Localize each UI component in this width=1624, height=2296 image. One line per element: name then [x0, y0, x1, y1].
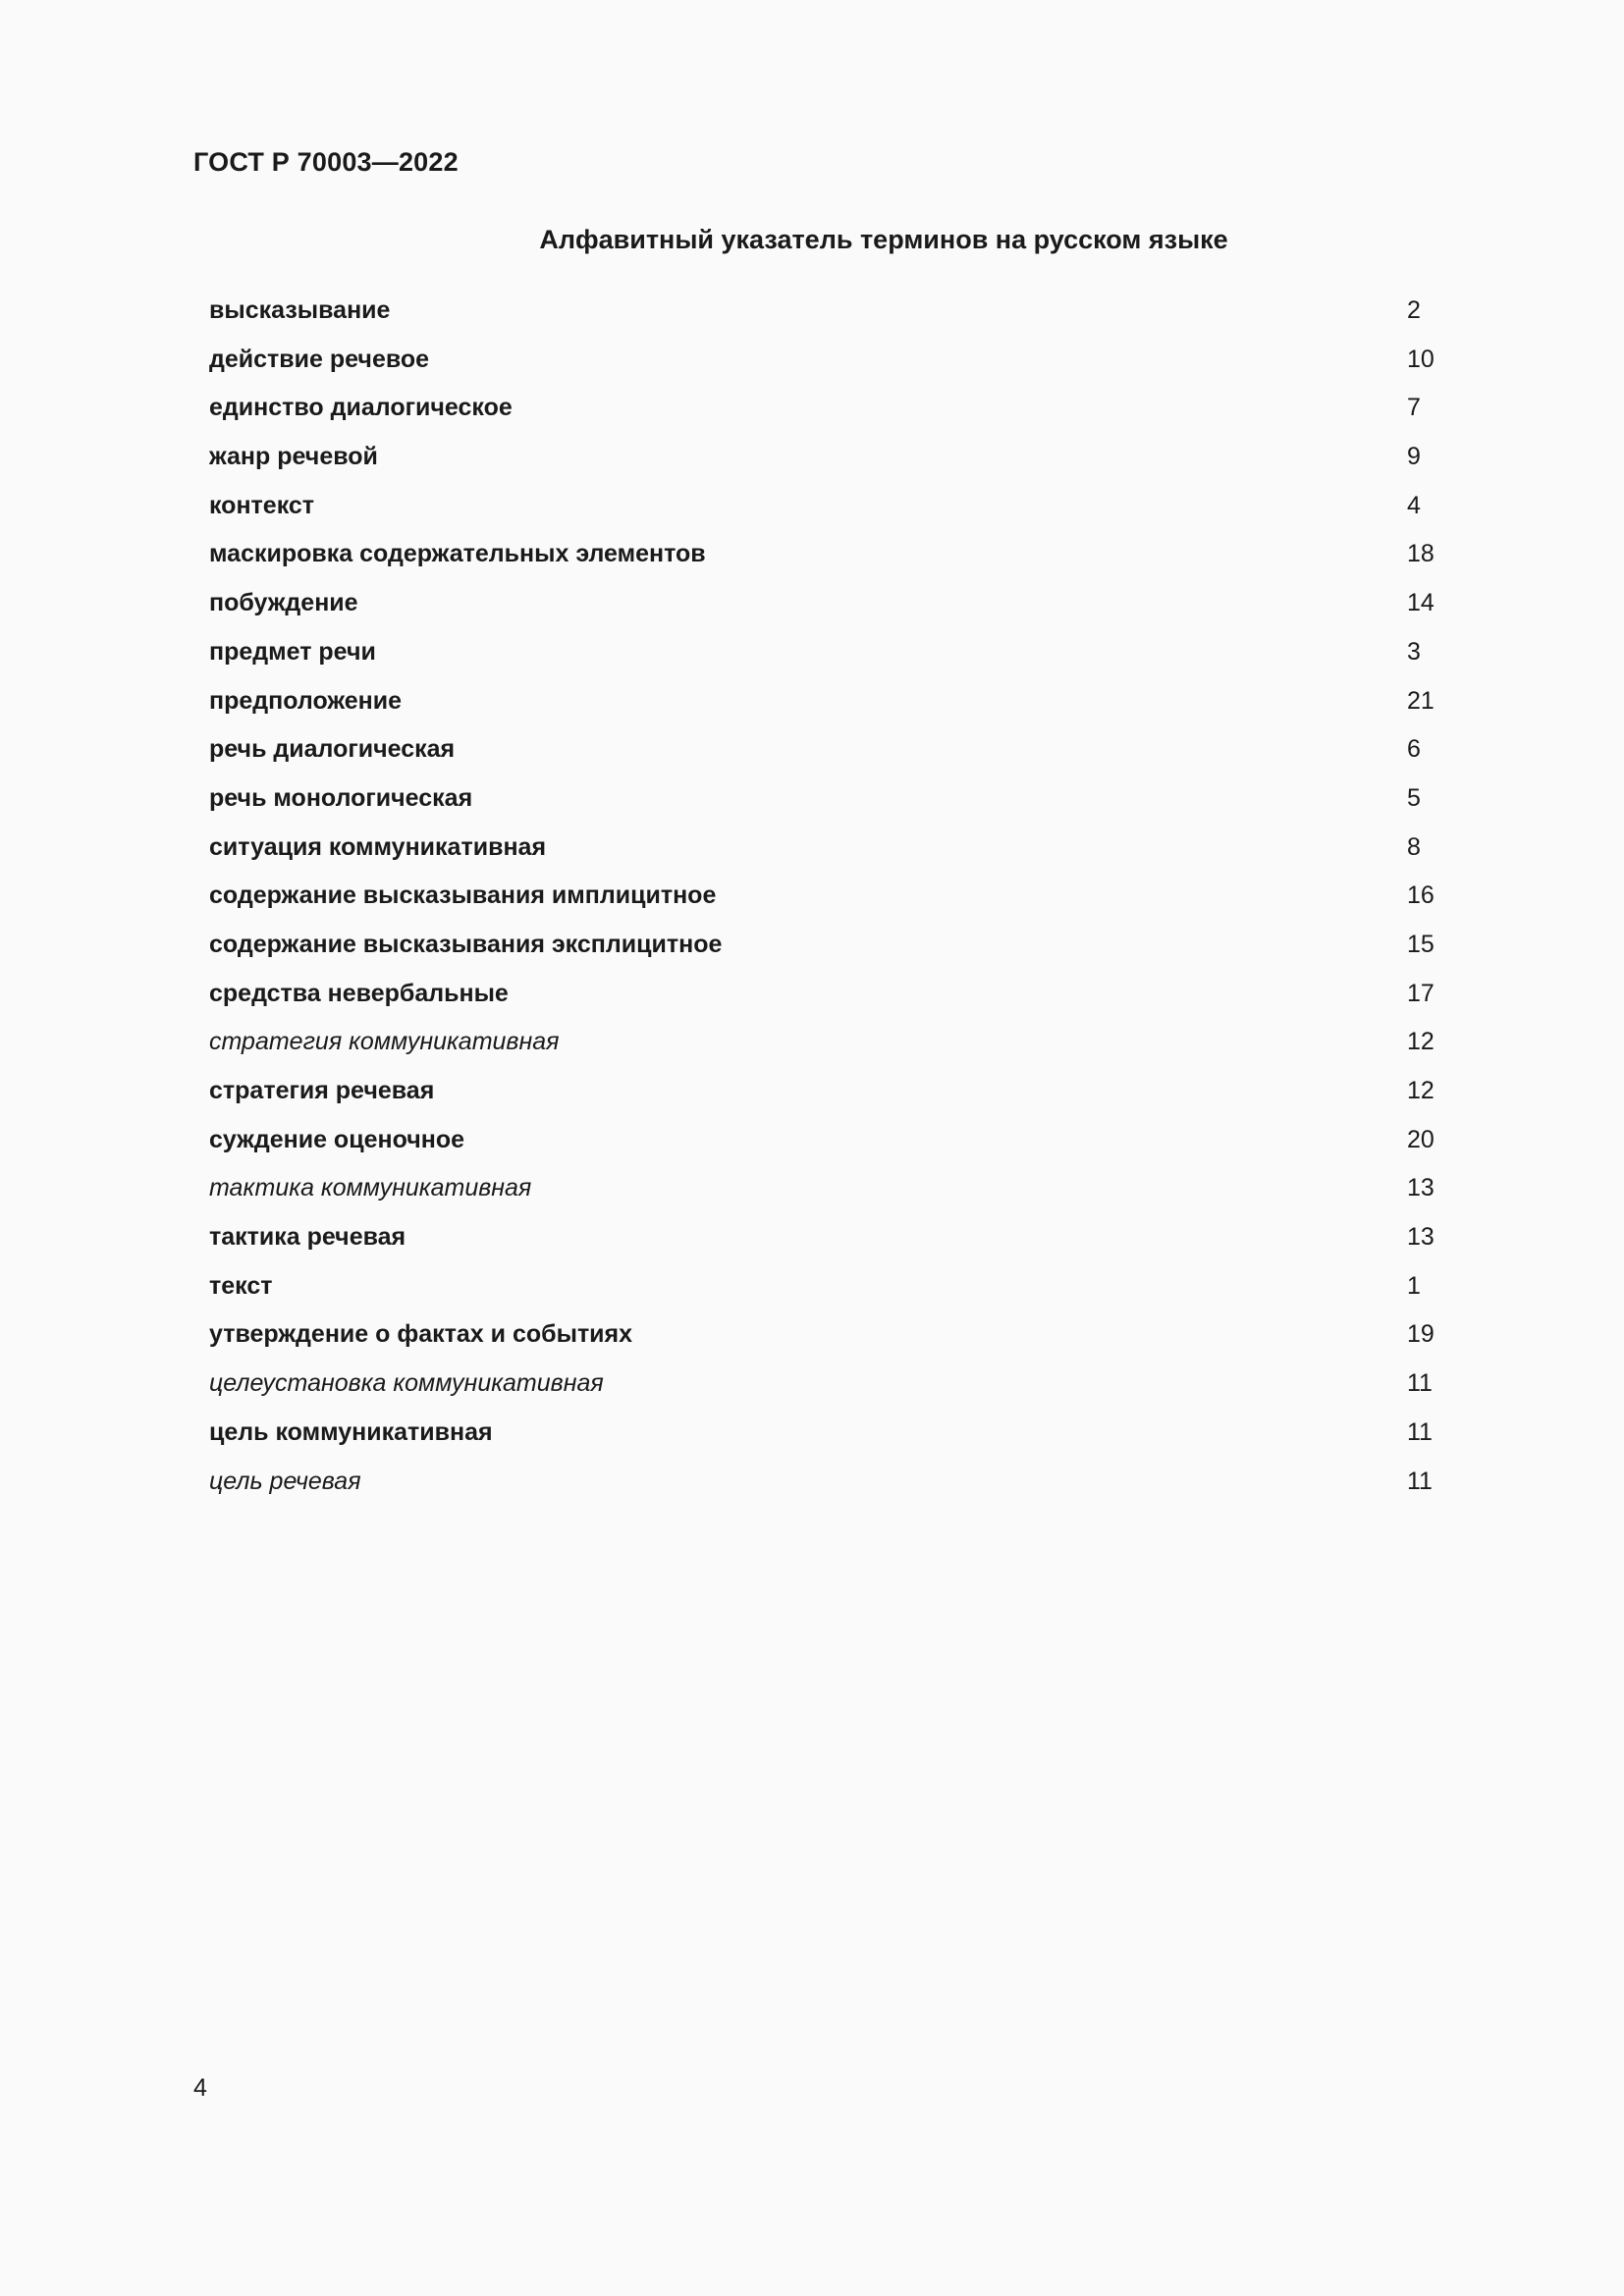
index-entry: [209, 782, 1446, 831]
index-term: средства невербальные: [209, 979, 509, 1007]
index-term: цель речевая: [209, 1467, 361, 1495]
index-term: предположение: [209, 686, 403, 715]
index-term: действие речевое: [209, 345, 430, 373]
index-term: речь монологическая: [209, 783, 473, 812]
index-term-number: 10: [1407, 345, 1435, 373]
index-term-number: 21: [1407, 686, 1435, 715]
index-term: побуждение: [209, 589, 358, 617]
index-term: тактика речевая: [209, 1223, 406, 1252]
index-entry: [209, 392, 1446, 441]
index-entry: [209, 1466, 1446, 1515]
index-term-number: 13: [1407, 1174, 1435, 1202]
index-term-number: 11: [1407, 1369, 1433, 1398]
index-term: утверждение о фактах и событиях: [209, 1320, 633, 1349]
index-entry: [209, 490, 1446, 539]
index-term: речь диалогическая: [209, 735, 456, 764]
index-entry: [209, 685, 1446, 734]
index-entry: [209, 831, 1446, 881]
index-term: содержание высказывания эксплицитное: [209, 930, 723, 958]
index-term-number: 5: [1407, 783, 1421, 812]
index-term: тактика коммуникативная: [209, 1174, 532, 1202]
index-term-number: 7: [1407, 394, 1421, 422]
index-term-number: 13: [1407, 1223, 1435, 1252]
index-term-number: 19: [1407, 1320, 1435, 1349]
index-entry: [209, 1124, 1446, 1173]
index-term-number: 4: [1407, 491, 1421, 519]
index-entry: [209, 294, 1446, 344]
index-entry: [209, 1367, 1446, 1416]
index-term: стратегия речевая: [209, 1077, 435, 1104]
page-number: 4: [193, 2074, 207, 2102]
index-entry: [209, 1075, 1446, 1124]
index-term-number: 17: [1407, 979, 1435, 1007]
index-term-number: 6: [1407, 735, 1421, 764]
index-term-number: 20: [1407, 1125, 1435, 1153]
index-term: суждение оценочное: [209, 1125, 465, 1153]
index-entry: [209, 880, 1446, 929]
index-term-number: 11: [1407, 1417, 1433, 1446]
index-term-number: 3: [1407, 637, 1421, 666]
index-title: Алфавитный указатель терминов на русском языке: [539, 225, 1228, 254]
index-term-number: 12: [1407, 1028, 1435, 1056]
index-term-number: 1: [1407, 1271, 1421, 1300]
index-entry: [209, 1416, 1446, 1466]
index-entry: [209, 1318, 1446, 1367]
index-term: целеустановка коммуникативная: [209, 1369, 604, 1398]
index-term: ситуация коммуникативная: [209, 832, 547, 861]
index-entry: [209, 929, 1446, 978]
index-term: маскировка содержательных элементов: [209, 540, 706, 568]
index-entry: [209, 587, 1446, 636]
index-entry: [209, 978, 1446, 1027]
term-index-list: [209, 294, 1446, 1514]
index-term-number: 11: [1407, 1467, 1433, 1495]
index-term: предмет речи: [209, 637, 376, 666]
index-entry: [209, 1172, 1446, 1221]
index-term-number: 9: [1407, 443, 1421, 471]
index-term-number: 15: [1407, 930, 1435, 958]
index-entry: [209, 636, 1446, 685]
index-term: содержание высказывания имплицитное: [209, 881, 717, 910]
index-term-number: 14: [1407, 589, 1435, 617]
index-term-number: 8: [1407, 832, 1421, 861]
index-term-number: 2: [1407, 296, 1421, 324]
index-term: контекст: [209, 491, 315, 519]
index-entry: [209, 1270, 1446, 1319]
index-entry: [209, 733, 1446, 782]
index-entry: [209, 538, 1446, 587]
index-term-number: 18: [1407, 540, 1435, 568]
index-term: единство диалогическое: [209, 394, 513, 422]
document-code-header: ГОСТ Р 70003—2022: [193, 147, 459, 177]
index-entry: [209, 1221, 1446, 1270]
index-term-number: 16: [1407, 881, 1435, 910]
index-term: высказывание: [209, 296, 391, 324]
index-entry: [209, 344, 1446, 393]
index-entry: [209, 1026, 1446, 1075]
index-term: стратегия коммуникативная: [209, 1028, 560, 1056]
index-entry: [209, 441, 1446, 490]
index-term: жанр речевой: [209, 443, 378, 471]
index-term: текст: [209, 1271, 273, 1300]
index-term: цель коммуникативная: [209, 1417, 493, 1446]
index-term-number: 12: [1407, 1077, 1435, 1104]
